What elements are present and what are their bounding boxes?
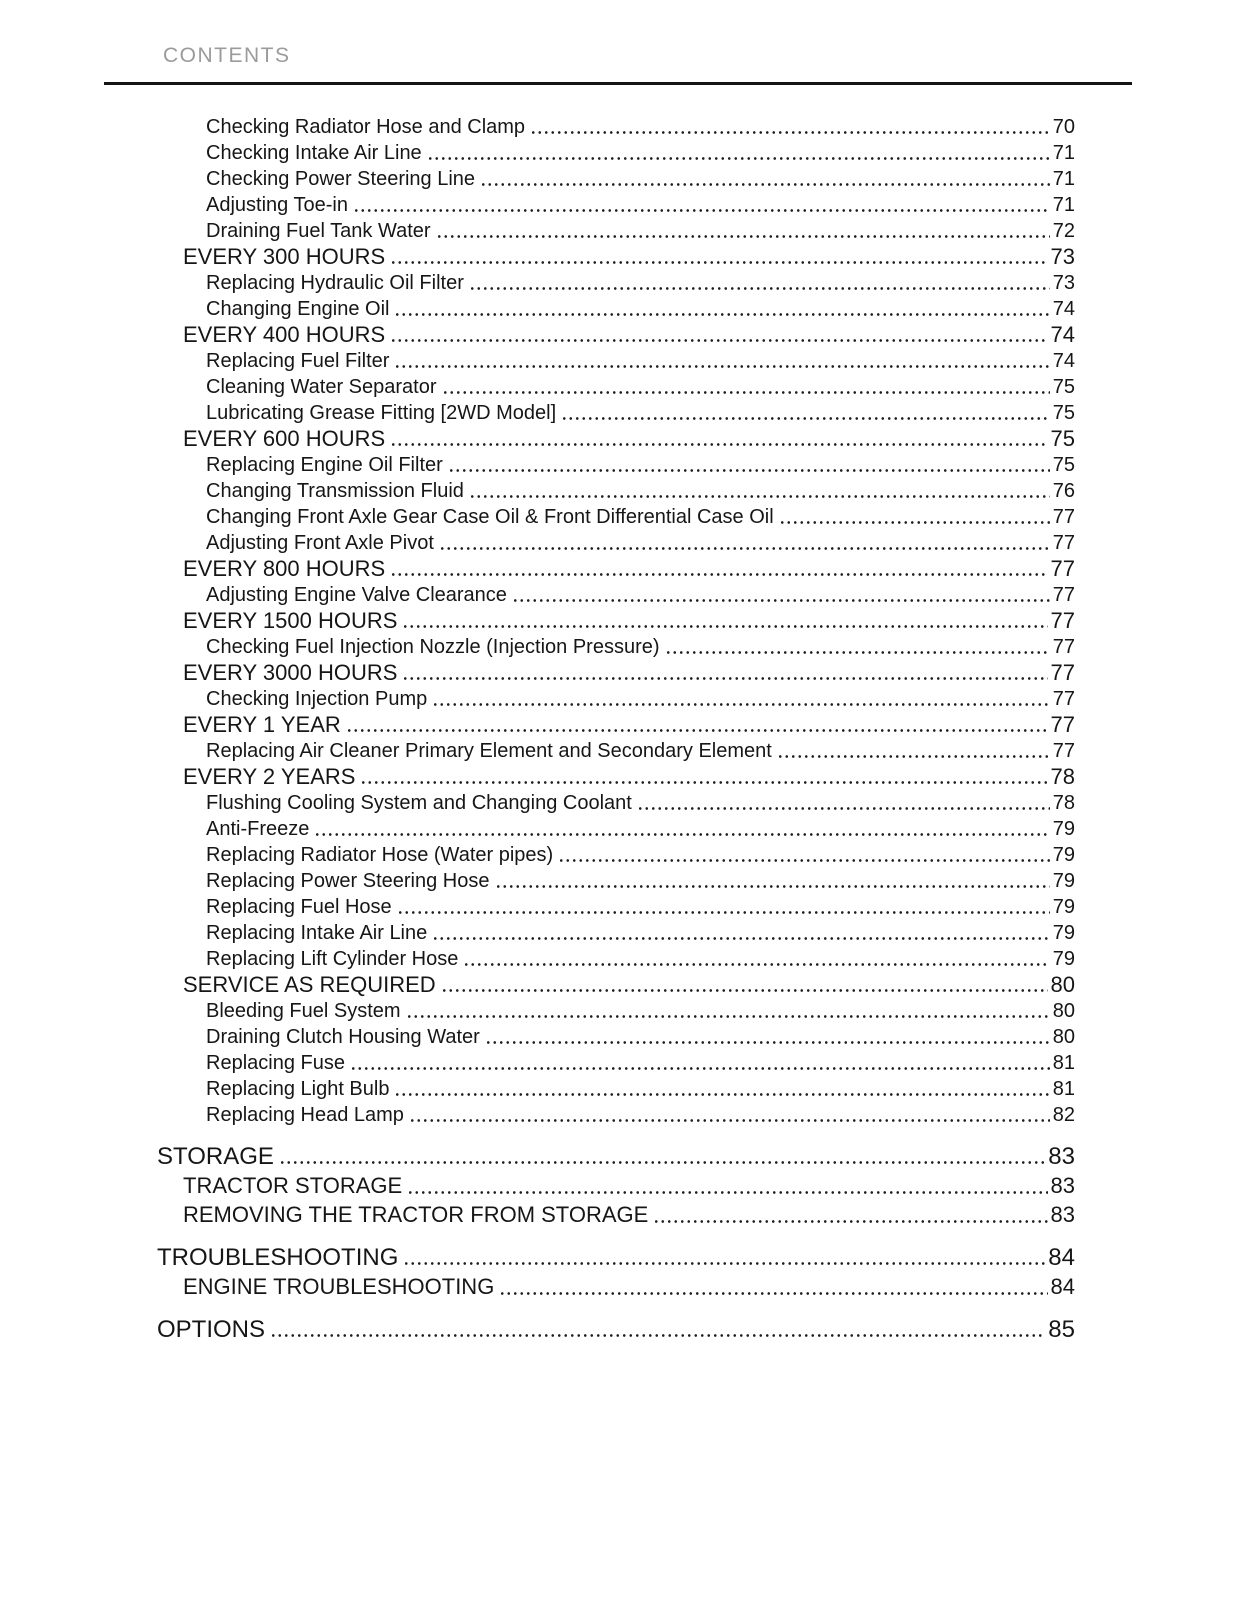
dot-leader	[403, 1243, 1045, 1272]
toc-row	[157, 244, 1075, 270]
toc-entry-label: Replacing Lift Cylinder Hose	[206, 948, 459, 970]
dot-leader	[499, 1272, 1047, 1301]
dot-leader	[469, 270, 1050, 296]
toc-entry-label: SERVICE AS REQUIRED	[183, 972, 436, 997]
dot-leader	[432, 686, 1050, 712]
toc-page-number: 78	[1052, 792, 1075, 814]
toc-row	[157, 738, 1075, 764]
toc-entry-label: EVERY 300 HOURS	[183, 244, 386, 269]
toc-entry-label: Anti-Freeze	[206, 818, 310, 840]
toc-entry-label: Replacing Hydraulic Oil Filter	[206, 272, 464, 294]
dot-leader	[653, 1200, 1047, 1229]
toc-entry-label: EVERY 3000 HOURS	[183, 660, 398, 685]
toc-page-number: 81	[1052, 1052, 1075, 1074]
dot-leader	[558, 842, 1050, 868]
toc-entry-label: Adjusting Engine Valve Clearance	[206, 584, 507, 606]
dot-leader	[777, 738, 1050, 764]
toc-row	[157, 400, 1075, 426]
toc-row	[157, 530, 1075, 556]
toc-page-number: 71	[1052, 168, 1075, 190]
toc-entry-label: Replacing Head Lamp	[206, 1104, 404, 1126]
toc-row	[157, 1076, 1075, 1102]
toc-entry-label: Cleaning Water Separator	[206, 376, 437, 398]
toc-row	[157, 816, 1075, 842]
toc-entry-label: Checking Power Steering Line	[206, 168, 476, 190]
toc-page-number: 79	[1052, 896, 1075, 918]
toc-entry-label: Checking Radiator Hose and Clamp	[206, 116, 526, 138]
toc-row	[157, 1243, 1075, 1272]
toc-page-number: 79	[1052, 948, 1075, 970]
toc-row	[157, 504, 1075, 530]
dot-leader	[441, 972, 1048, 998]
toc-row	[157, 1102, 1075, 1128]
toc-page-number: 83	[1050, 1173, 1075, 1198]
toc-entry-label: Replacing Light Bulb	[206, 1078, 390, 1100]
toc-row	[157, 634, 1075, 660]
toc-entry-label: EVERY 600 HOURS	[183, 426, 386, 451]
toc-row	[157, 1024, 1075, 1050]
toc-page-number: 77	[1050, 556, 1075, 581]
dot-leader	[402, 608, 1047, 634]
toc-page-number: 79	[1052, 818, 1075, 840]
toc-page-number: 75	[1052, 454, 1075, 476]
toc-page-number: 73	[1050, 244, 1075, 269]
toc-row	[157, 998, 1075, 1024]
toc-entry-label: Lubricating Grease Fitting [2WD Model]	[206, 402, 557, 424]
toc-entry-label: EVERY 800 HOURS	[183, 556, 386, 581]
toc-row	[157, 1315, 1075, 1344]
dot-leader	[346, 712, 1048, 738]
toc-page-number: 83	[1050, 1202, 1075, 1227]
toc-row	[157, 218, 1075, 244]
toc-page-number: 79	[1052, 844, 1075, 866]
toc-page-number: 80	[1052, 1000, 1075, 1022]
toc-row	[157, 686, 1075, 712]
dot-leader	[390, 244, 1047, 270]
dot-leader	[279, 1142, 1045, 1171]
dot-leader	[353, 192, 1050, 218]
toc-entry-label: Replacing Radiator Hose (Water pipes)	[206, 844, 554, 866]
dot-leader	[436, 218, 1050, 244]
toc-row	[157, 972, 1075, 998]
toc-entry-label: Replacing Power Steering Hose	[206, 870, 490, 892]
toc-entry-label: EVERY 1500 HOURS	[183, 608, 398, 633]
page-title: CONTENTS	[163, 44, 291, 67]
toc-row	[157, 920, 1075, 946]
toc-entry-label: EVERY 2 YEARS	[183, 764, 356, 789]
dot-leader	[402, 660, 1047, 686]
toc-entry-label: Changing Front Axle Gear Case Oil & Front Differential Case Oil	[206, 506, 774, 528]
toc-page-number: 74	[1052, 298, 1075, 320]
toc-row	[157, 842, 1075, 868]
header-rule	[104, 82, 1132, 85]
dot-leader	[637, 790, 1050, 816]
dot-leader	[427, 140, 1050, 166]
toc	[157, 114, 1075, 1344]
toc-page-number: 79	[1052, 922, 1075, 944]
dot-leader	[512, 582, 1050, 608]
dot-leader	[469, 478, 1050, 504]
toc-row	[157, 660, 1075, 686]
dot-leader	[448, 452, 1050, 478]
toc-page-number: 75	[1052, 376, 1075, 398]
dot-leader	[442, 374, 1050, 400]
toc-page-number: 77	[1052, 740, 1075, 762]
toc-entry-label: Replacing Fuse	[206, 1052, 345, 1074]
toc-row	[157, 478, 1075, 504]
toc-entry-label: Adjusting Toe-in	[206, 194, 348, 216]
toc-row	[157, 556, 1075, 582]
toc-entry-label: Changing Engine Oil	[206, 298, 390, 320]
dot-leader	[485, 1024, 1050, 1050]
toc-row	[157, 790, 1075, 816]
dot-leader	[394, 296, 1049, 322]
toc-page-number: 74	[1052, 350, 1075, 372]
toc-row	[157, 1142, 1075, 1171]
toc-row	[157, 1272, 1075, 1301]
toc-entry-label: Checking Injection Pump	[206, 688, 428, 710]
dot-leader	[779, 504, 1050, 530]
dot-leader	[480, 166, 1050, 192]
toc-row	[157, 868, 1075, 894]
toc-row	[157, 894, 1075, 920]
toc-page-number: 77	[1050, 608, 1075, 633]
toc-group	[157, 114, 1075, 1128]
toc-entry-label: REMOVING THE TRACTOR FROM STORAGE	[183, 1202, 649, 1227]
toc-page-number: 84	[1050, 1274, 1075, 1299]
toc-entry-label: TROUBLESHOOTING	[157, 1244, 399, 1271]
toc-page-number: 83	[1048, 1143, 1075, 1170]
toc-row	[157, 166, 1075, 192]
dot-leader	[407, 1171, 1047, 1200]
toc-entry-label: Replacing Engine Oil Filter	[206, 454, 443, 476]
toc-page-number: 77	[1052, 584, 1075, 606]
toc-row	[157, 712, 1075, 738]
toc-entry-label: Bleeding Fuel System	[206, 1000, 401, 1022]
dot-leader	[390, 556, 1047, 582]
toc-entry-label: Checking Intake Air Line	[206, 142, 422, 164]
dot-leader	[432, 920, 1050, 946]
toc-page-number: 82	[1052, 1104, 1075, 1126]
toc-page-number: 77	[1052, 636, 1075, 658]
toc-page-number: 77	[1052, 688, 1075, 710]
toc-page-number: 75	[1050, 426, 1075, 451]
toc-entry-label: Changing Transmission Fluid	[206, 480, 464, 502]
toc-page-number: 72	[1052, 220, 1075, 242]
toc-row	[157, 582, 1075, 608]
toc-row	[157, 426, 1075, 452]
dot-leader	[394, 348, 1049, 374]
dot-leader	[350, 1050, 1050, 1076]
dot-leader	[561, 400, 1050, 426]
dot-leader	[409, 1102, 1050, 1128]
toc-page-number: 80	[1050, 972, 1075, 997]
toc-entry-label: EVERY 1 YEAR	[183, 712, 341, 737]
dot-leader	[495, 868, 1050, 894]
toc-entry-label: ENGINE TROUBLESHOOTING	[183, 1274, 495, 1299]
toc-entry-label: Replacing Fuel Hose	[206, 896, 392, 918]
toc-entry-label: Replacing Air Cleaner Primary Element and Secondary Element	[206, 740, 772, 762]
toc-page-number: 81	[1052, 1078, 1075, 1100]
toc-page-number: 75	[1052, 402, 1075, 424]
toc-page-number: 85	[1048, 1316, 1075, 1343]
toc-page-number: 73	[1052, 272, 1075, 294]
toc-page-number: 77	[1050, 660, 1075, 685]
toc-page-number: 84	[1048, 1244, 1075, 1271]
toc-row	[157, 1171, 1075, 1200]
dot-leader	[397, 894, 1050, 920]
toc-page-number: 79	[1052, 870, 1075, 892]
toc-entry-label: OPTIONS	[157, 1316, 266, 1343]
dot-leader	[390, 322, 1047, 348]
dot-leader	[463, 946, 1049, 972]
toc-entry-label: Draining Fuel Tank Water	[206, 220, 431, 242]
toc-page-number: 76	[1052, 480, 1075, 502]
toc-page-number: 74	[1050, 322, 1075, 347]
dot-leader	[270, 1315, 1045, 1344]
dot-leader	[439, 530, 1050, 556]
toc-page-number: 77	[1052, 506, 1075, 528]
toc-group	[157, 1243, 1075, 1301]
toc-entry-label: Replacing Intake Air Line	[206, 922, 428, 944]
toc-entry-label: STORAGE	[157, 1143, 274, 1170]
toc-entry-label: Replacing Fuel Filter	[206, 350, 390, 372]
toc-row	[157, 140, 1075, 166]
dot-leader	[394, 1076, 1049, 1102]
toc-row	[157, 452, 1075, 478]
dot-leader	[314, 816, 1049, 842]
toc-entry-label: EVERY 400 HOURS	[183, 322, 386, 347]
toc-page-number: 71	[1052, 194, 1075, 216]
toc-row	[157, 114, 1075, 140]
toc-row	[157, 1200, 1075, 1229]
toc-entry-label: Flushing Cooling System and Changing Coolant	[206, 792, 632, 814]
dot-leader	[406, 998, 1050, 1024]
dot-leader	[530, 114, 1050, 140]
dot-leader	[390, 426, 1047, 452]
toc-row	[157, 946, 1075, 972]
toc-page-number: 80	[1052, 1026, 1075, 1048]
toc-entry-label: Adjusting Front Axle Pivot	[206, 532, 434, 554]
toc-row	[157, 1050, 1075, 1076]
toc-group	[157, 1142, 1075, 1229]
toc-page-number: 77	[1050, 712, 1075, 737]
toc-entry-label: TRACTOR STORAGE	[183, 1173, 403, 1198]
toc-page-number: 77	[1052, 532, 1075, 554]
toc-row	[157, 764, 1075, 790]
toc-entry-label: Checking Fuel Injection Nozzle (Injection Pressure)	[206, 636, 660, 658]
toc-entry-label: Draining Clutch Housing Water	[206, 1026, 480, 1048]
toc-page-number: 78	[1050, 764, 1075, 789]
toc-page-number: 70	[1052, 116, 1075, 138]
toc-row	[157, 322, 1075, 348]
dot-leader	[360, 764, 1047, 790]
toc-row	[157, 374, 1075, 400]
toc-page-number: 71	[1052, 142, 1075, 164]
toc-row	[157, 270, 1075, 296]
toc-row	[157, 192, 1075, 218]
dot-leader	[665, 634, 1050, 660]
toc-row	[157, 348, 1075, 374]
toc-group	[157, 1315, 1075, 1344]
toc-row	[157, 296, 1075, 322]
toc-row	[157, 608, 1075, 634]
